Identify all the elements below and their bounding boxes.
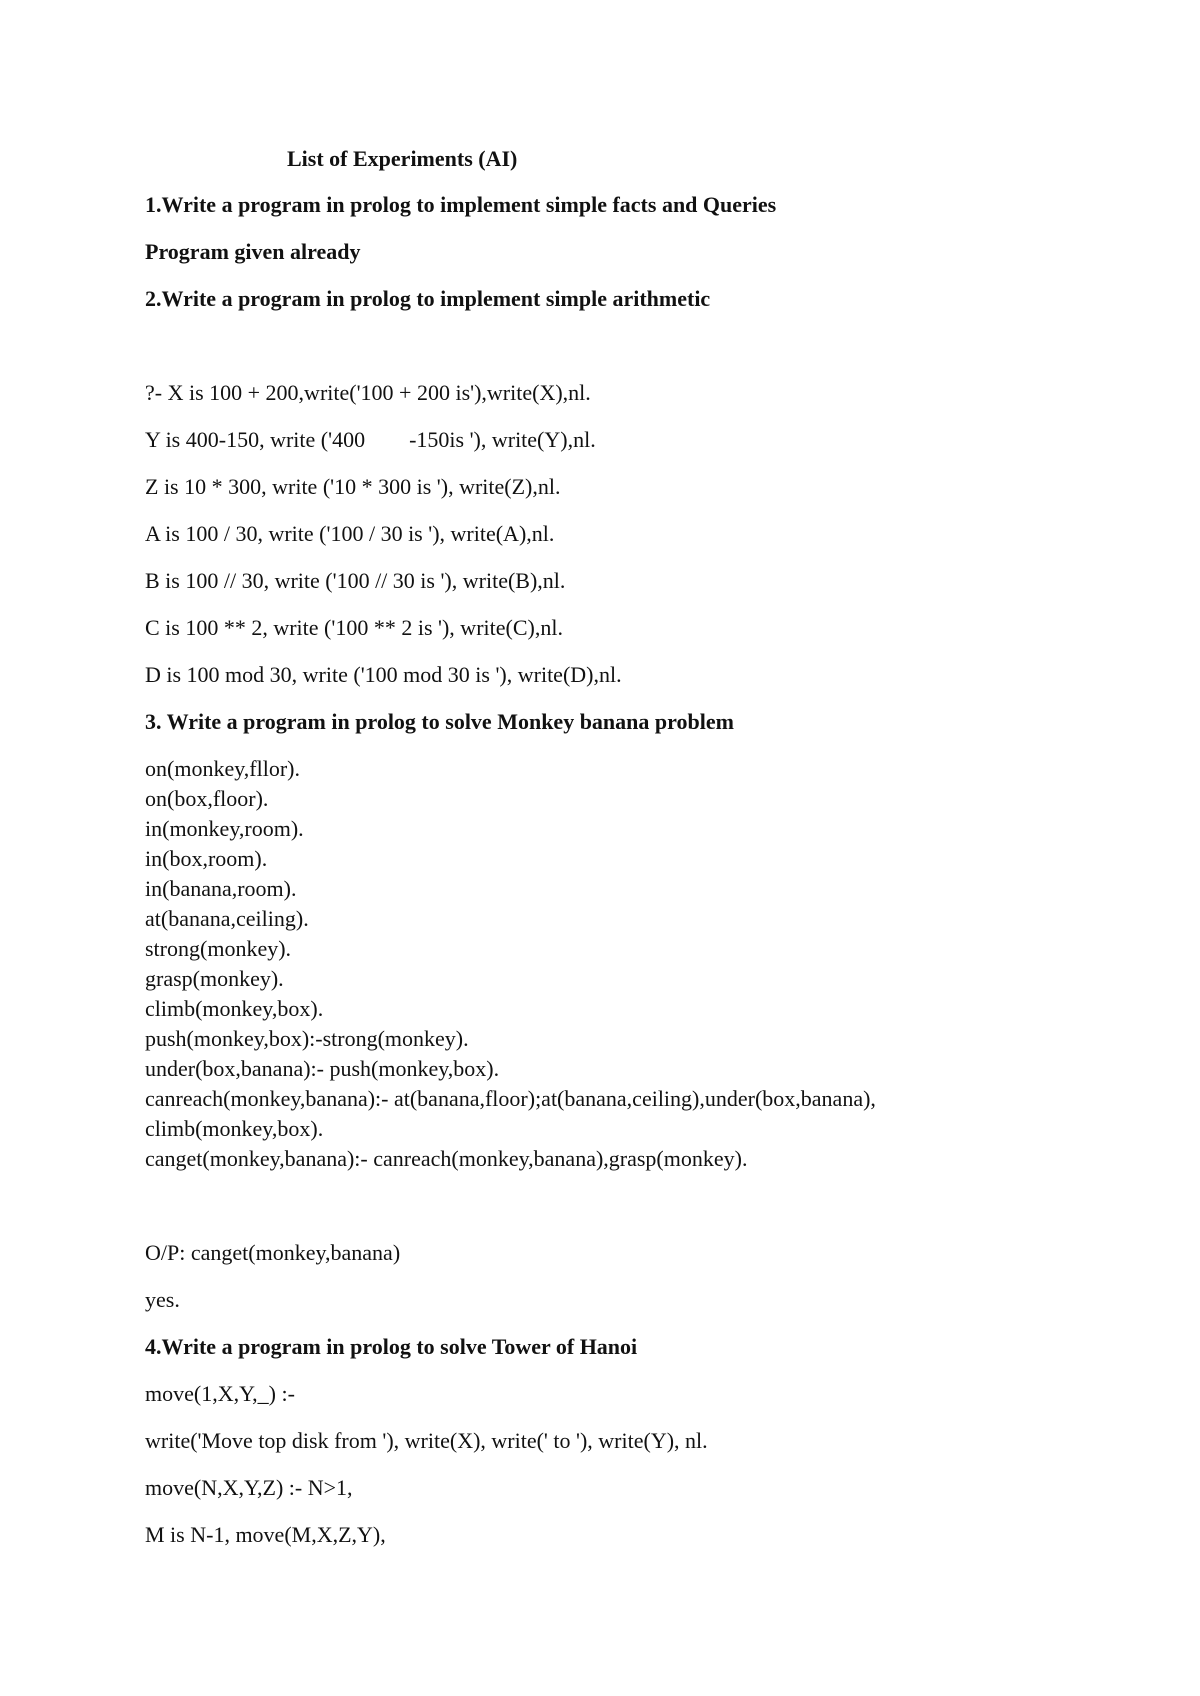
exp3-code-line: at(banana,ceiling). [145,906,309,931]
exp3-code-line: on(monkey,fllor). [145,756,300,781]
exp2-code-line: Y is 400-150, write ('400 -150is '), write(Y),nl. [145,427,596,452]
exp2-code-line: A is 100 / 30, write ('100 / 30 is '), write(A),nl. [145,521,555,546]
exp1-note: Program given already [145,239,361,264]
exp3-code-line: climb(monkey,box). [145,996,324,1021]
exp3-code-line: in(monkey,room). [145,816,304,841]
exp3-code-line: on(box,floor). [145,786,269,811]
exp4-code-line: move(1,X,Y,_) :- [145,1381,295,1406]
exp3-heading: 3. Write a program in prolog to solve Monkey banana problem [145,709,734,734]
exp2-code-line: Z is 10 * 300, write ('10 * 300 is '), write(Z),nl. [145,474,561,499]
exp3-code-line: climb(monkey,box). [145,1116,324,1141]
exp2-code-line: C is 100 ** 2, write ('100 ** 2 is '), write(C),nl. [145,615,563,640]
exp3-code-line: grasp(monkey). [145,966,284,991]
exp3-code-line: canreach(monkey,banana):- at(banana,floor);at(banana,ceiling),under(box,banana), [145,1086,876,1111]
exp2-code-line: ?- X is 100 + 200,write('100 + 200 is'),write(X),nl. [145,380,591,405]
exp3-code-line: push(monkey,box):-strong(monkey). [145,1026,469,1051]
exp1-heading: 1.Write a program in prolog to implement simple facts and Queries [145,192,777,217]
exp3-result: yes. [145,1287,180,1312]
exp2-code-line: D is 100 mod 30, write ('100 mod 30 is '), write(D),nl. [145,662,622,687]
exp3-output: O/P: canget(monkey,banana) [145,1240,401,1265]
exp4-code-line: M is N-1, move(M,X,Z,Y), [145,1522,386,1547]
exp3-code-line: canget(monkey,banana):- canreach(monkey,banana),grasp(monkey). [145,1146,748,1171]
exp2-code-line: B is 100 // 30, write ('100 // 30 is '), write(B),nl. [145,568,566,593]
exp3-code-line: in(box,room). [145,846,268,871]
exp4-code-line: move(N,X,Y,Z) :- N>1, [145,1475,353,1500]
exp3-code-line: under(box,banana):- push(monkey,box). [145,1056,500,1081]
page-title: List of Experiments (AI) [287,146,518,171]
exp2-heading: 2.Write a program in prolog to implement simple arithmetic [145,286,711,311]
exp3-code-line: strong(monkey). [145,936,292,961]
exp3-code-line: in(banana,room). [145,876,297,901]
exp4-heading: 4.Write a program in prolog to solve Tower of Hanoi [145,1334,638,1359]
exp4-code-line: write('Move top disk from '), write(X), write(' to '), write(Y), nl. [145,1428,708,1453]
